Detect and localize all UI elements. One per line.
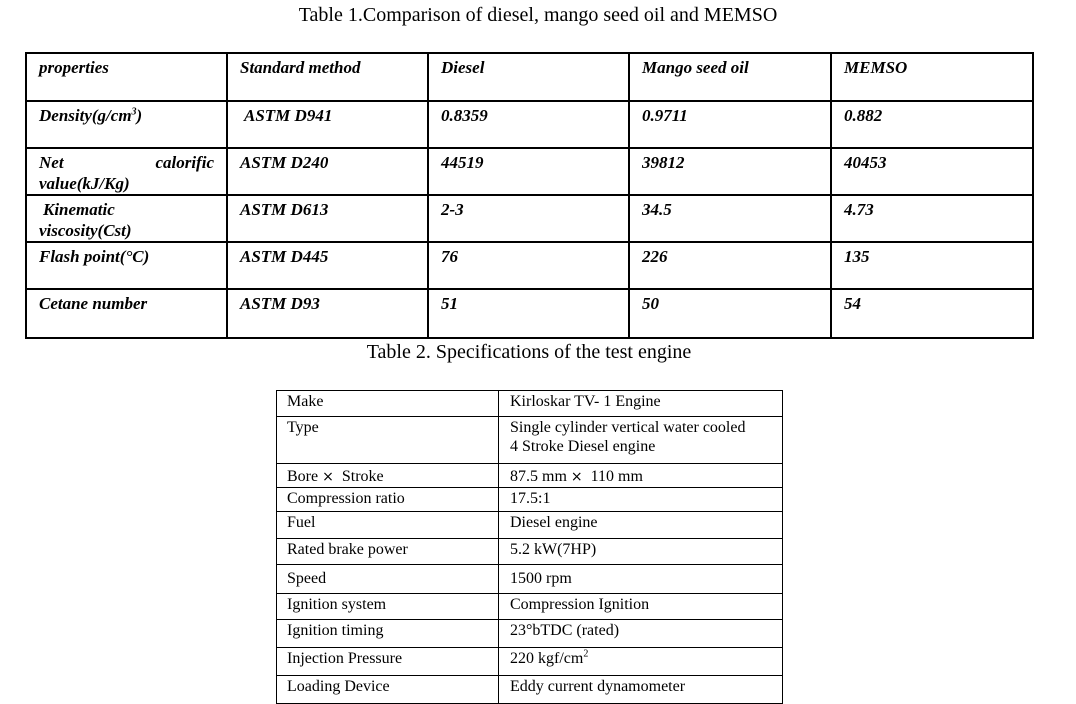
table-row	[277, 391, 783, 417]
header-properties: properties	[26, 53, 227, 101]
table-row	[26, 242, 1033, 289]
table1-caption: Table 1.Comparison of diesel, mango seed oil and MEMSO	[298, 4, 778, 26]
diesel-cell: 76	[428, 242, 629, 289]
table-row	[26, 148, 1033, 195]
property-text: Kinematic	[43, 200, 115, 219]
multiply-sign: ×	[322, 469, 334, 485]
table-row	[277, 417, 783, 464]
property-cell	[26, 148, 227, 195]
property-cell: Flash point(°C)	[26, 242, 227, 289]
spec-value	[499, 464, 783, 488]
table-row	[26, 289, 1033, 338]
spec-value: Compression Ignition	[499, 594, 783, 620]
header-mango-seed-oil: Mango seed oil	[629, 53, 831, 101]
property-cell	[26, 195, 227, 242]
spec-value: 5.2 kW(7HP)	[499, 539, 783, 565]
header-standard-method: Standard method	[227, 53, 428, 101]
diesel-cell: 51	[428, 289, 629, 338]
property-tail: )	[136, 106, 143, 125]
memso-cell: 4.73	[831, 195, 1033, 242]
spec-value	[499, 417, 783, 464]
mango-cell: 39812	[629, 148, 831, 195]
table-row	[277, 594, 783, 620]
memso-cell: 0.882	[831, 101, 1033, 148]
spec-label	[277, 464, 499, 488]
spec-value: 17.5:1	[499, 488, 783, 512]
spec-value-superscript: 2	[583, 648, 589, 660]
spec-label: Type	[277, 417, 499, 464]
property-cell: Cetane number	[26, 289, 227, 338]
table-row	[277, 464, 783, 488]
method-cell: ASTM D445	[227, 242, 428, 289]
table-row	[26, 195, 1033, 242]
method-cell: ASTM D240	[227, 148, 428, 195]
method-cell: ASTM D613	[227, 195, 428, 242]
spec-value	[499, 648, 783, 676]
table-row	[277, 620, 783, 648]
fuel-comparison-table	[25, 52, 1034, 339]
table-row	[277, 648, 783, 676]
spec-value-text: 110 mm	[590, 468, 643, 485]
spec-value: Kirloskar TV- 1 Engine	[499, 391, 783, 417]
method-cell: ASTM D941	[227, 101, 428, 148]
spec-value-text: 87.5 mm	[510, 468, 567, 485]
spec-label: Ignition system	[277, 594, 499, 620]
diesel-cell: 0.8359	[428, 101, 629, 148]
header-diesel: Diesel	[428, 53, 629, 101]
mango-cell: 0.9711	[629, 101, 831, 148]
spec-label: Injection Pressure	[277, 648, 499, 676]
spec-value: Eddy current dynamometer	[499, 676, 783, 704]
spec-label-text: Bore	[287, 468, 319, 485]
spec-label: Ignition timing	[277, 620, 499, 648]
table-header-row	[26, 53, 1033, 101]
mango-cell: 226	[629, 242, 831, 289]
spec-label: Loading Device	[277, 676, 499, 704]
table-row	[26, 101, 1033, 148]
table-row	[277, 512, 783, 539]
mango-cell: 50	[629, 289, 831, 338]
spec-value: 1500 rpm	[499, 565, 783, 594]
spec-value-line: 4 Stroke Diesel engine	[510, 438, 656, 455]
property-text: viscosity(Cst)	[39, 221, 132, 240]
memso-cell: 54	[831, 289, 1033, 338]
diesel-cell: 44519	[428, 148, 629, 195]
spec-label: Make	[277, 391, 499, 417]
spec-label-text: Stroke	[341, 468, 384, 485]
memso-cell: 135	[831, 242, 1033, 289]
spec-value-line: Single cylinder vertical water cooled	[510, 419, 746, 436]
table2-caption: Table 2. Specifications of the test engine	[366, 341, 692, 363]
table-row	[277, 539, 783, 565]
spec-value-text: 220 kgf/cm	[510, 650, 584, 667]
memso-cell: 40453	[831, 148, 1033, 195]
spec-value: 23°bTDC (rated)	[499, 620, 783, 648]
spec-label: Fuel	[277, 512, 499, 539]
property-text: calorific	[155, 153, 214, 172]
spec-value: Diesel engine	[499, 512, 783, 539]
mango-cell: 34.5	[629, 195, 831, 242]
table-row	[277, 488, 783, 512]
property-text: value(kJ/Kg)	[39, 174, 130, 193]
spec-label: Rated brake power	[277, 539, 499, 565]
table-row	[277, 565, 783, 594]
table-row	[277, 676, 783, 704]
diesel-cell: 2-3	[428, 195, 629, 242]
spec-label: Compression ratio	[277, 488, 499, 512]
spec-label: Speed	[277, 565, 499, 594]
property-cell	[26, 101, 227, 148]
multiply-sign: ×	[570, 469, 583, 485]
engine-specifications-table	[276, 390, 783, 704]
property-superscript: 3	[131, 106, 137, 118]
property-text: Density(g/cm	[39, 106, 132, 125]
method-cell: ASTM D93	[227, 289, 428, 338]
header-memso: MEMSO	[831, 53, 1033, 101]
property-text: Net	[39, 153, 64, 172]
